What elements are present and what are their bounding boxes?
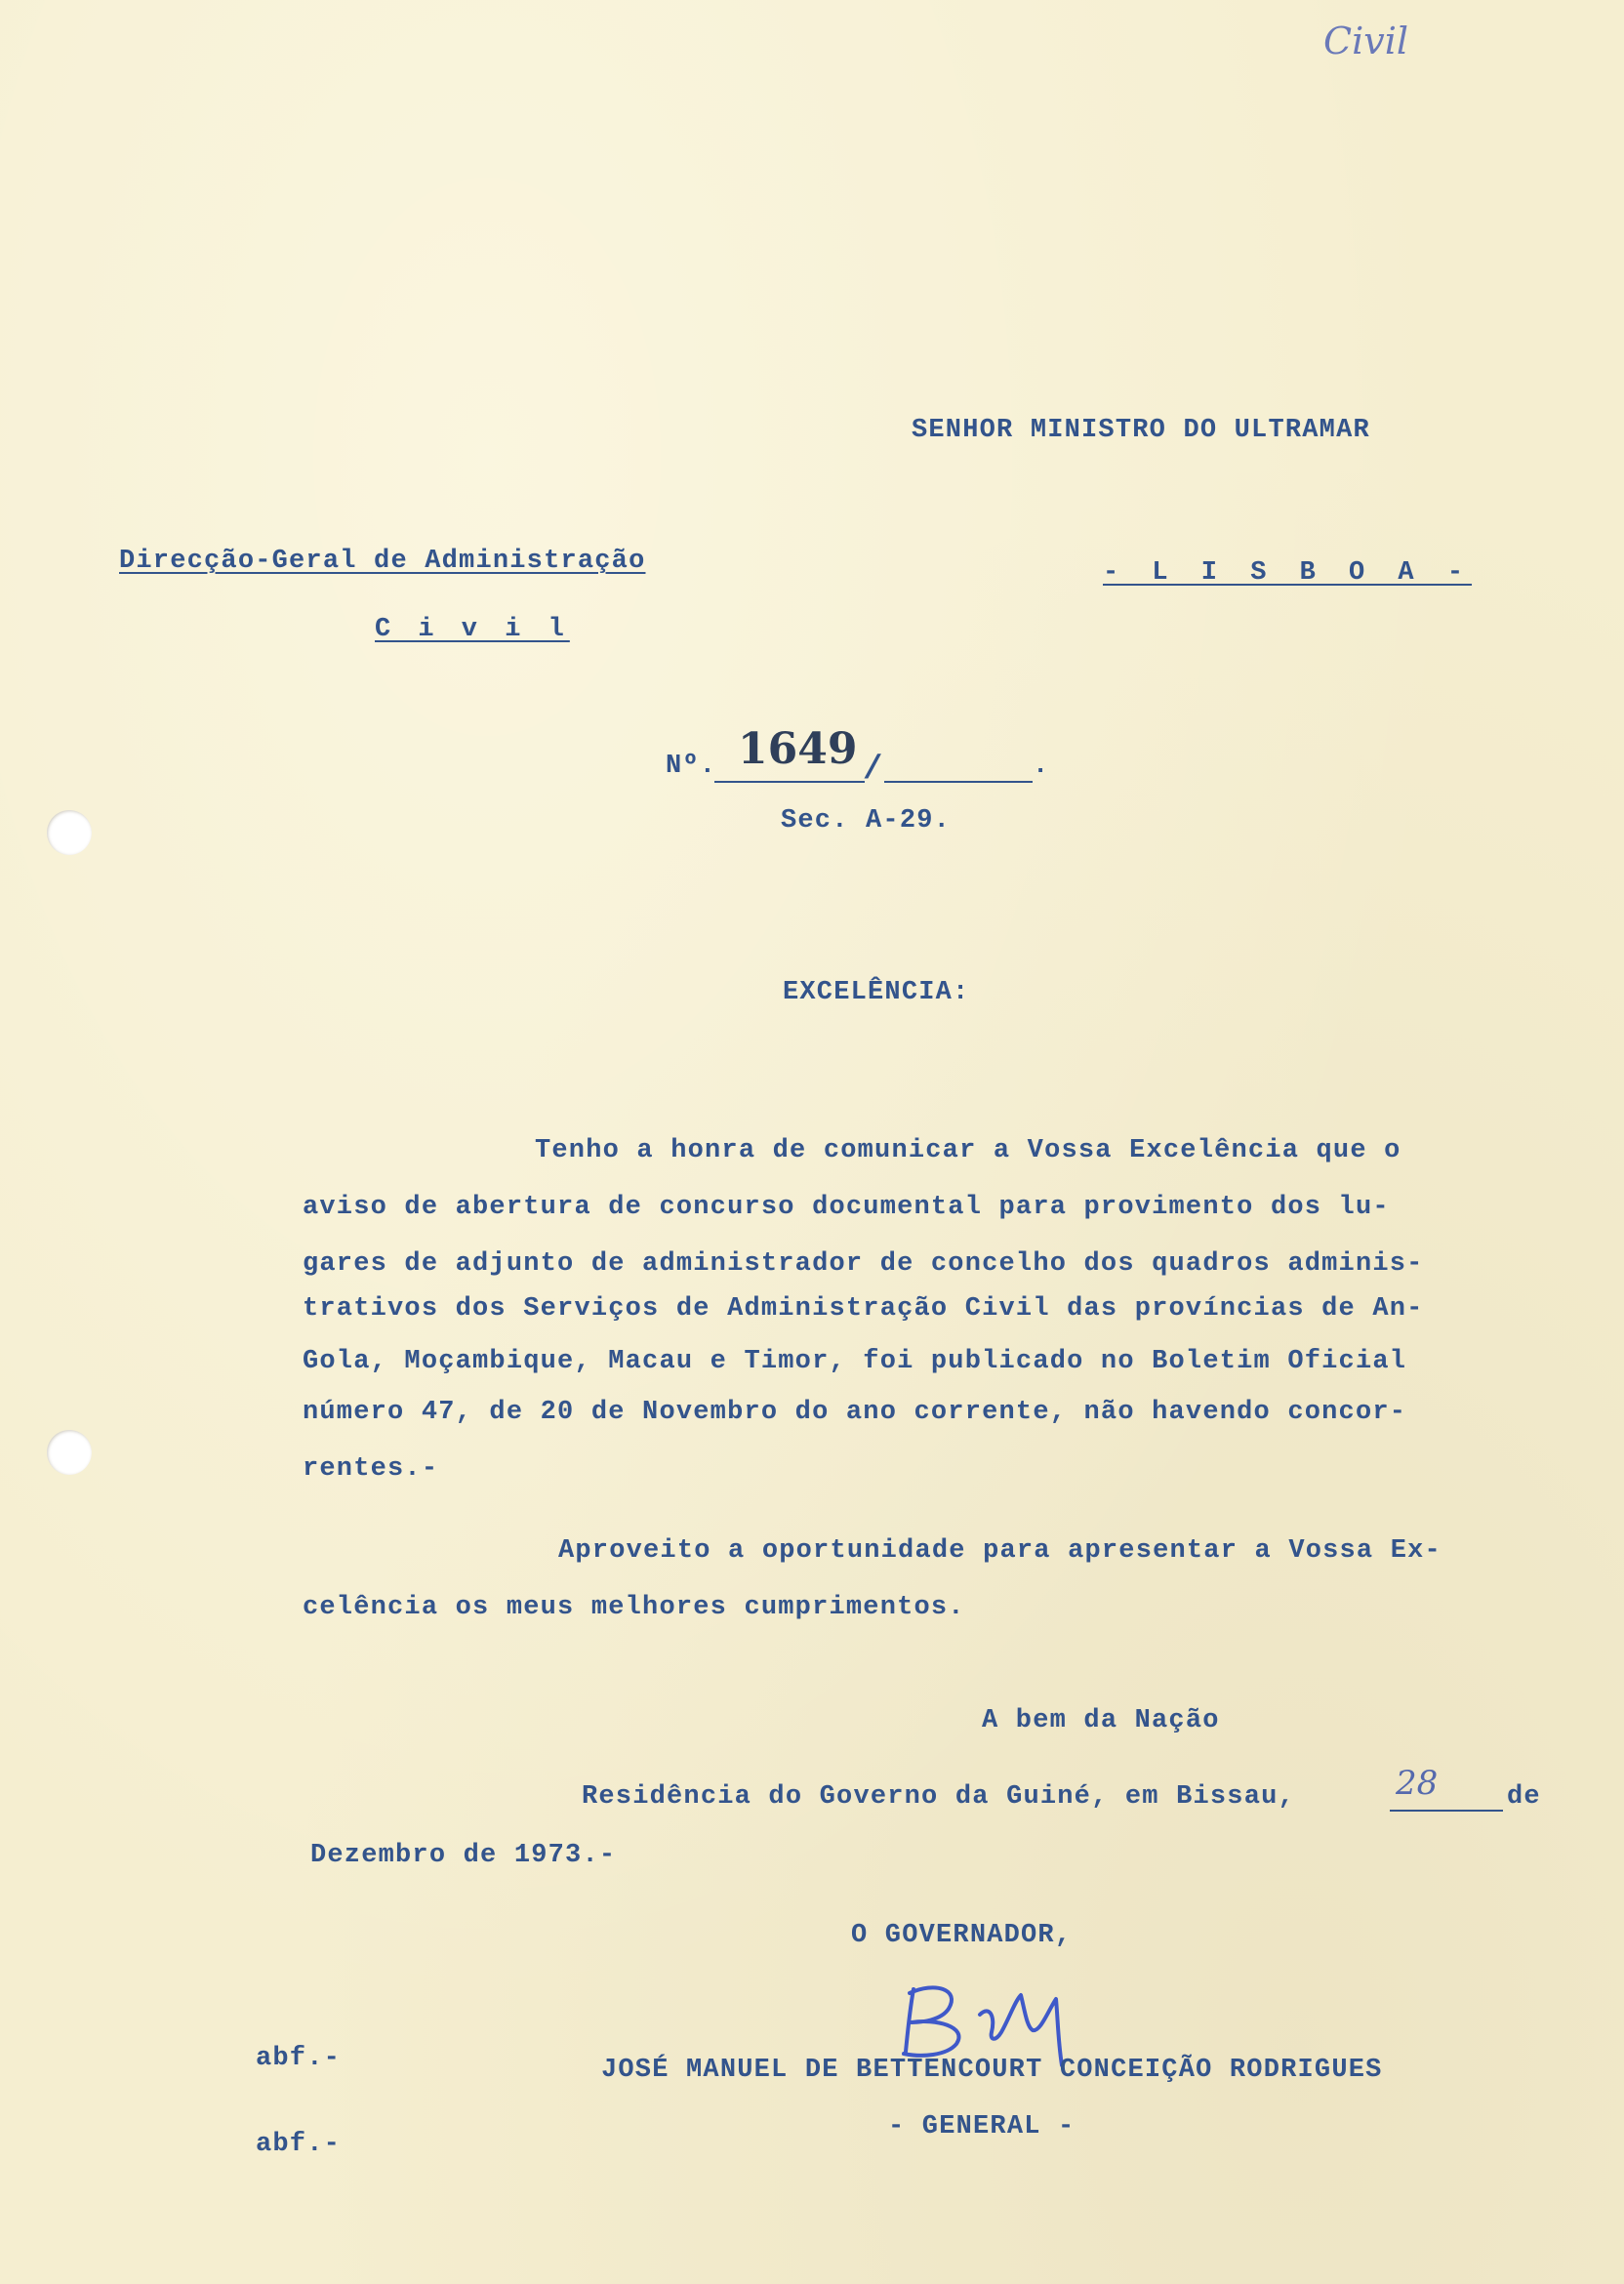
body-line: trativos dos Serviços de Administração Civil das províncias de An- bbox=[303, 1294, 1424, 1324]
closing-date-line2: Dezembro de 1973.- bbox=[310, 1841, 617, 1870]
reference-period: . bbox=[1033, 752, 1050, 781]
body-line: Aproveito a oportunidade para apresentar a Vossa Ex- bbox=[558, 1536, 1441, 1566]
body-line: Tenho a honra de comunicar a Vossa Excelência que o bbox=[535, 1136, 1401, 1165]
handwritten-signature bbox=[896, 1972, 1081, 2069]
reference-number: 1649 bbox=[738, 724, 858, 774]
body-line: aviso de abertura de concurso documental para provimento dos lu- bbox=[303, 1193, 1390, 1222]
closing-motto: A bem da Nação bbox=[982, 1706, 1220, 1735]
reference-blank bbox=[884, 781, 1033, 783]
body-line: celência os meus melhores cumprimentos. bbox=[303, 1593, 965, 1622]
body-line: número 47, de 20 de Novembro do ano corrente, não havendo concor- bbox=[303, 1398, 1407, 1427]
body-line: gares de adjunto de administrador de concelho dos quadros adminis- bbox=[303, 1249, 1424, 1279]
addressee-line: SENHOR MINISTRO DO ULTRAMAR bbox=[912, 416, 1370, 445]
initials-line: abf.- bbox=[256, 2130, 342, 2159]
punch-hole-bottom bbox=[47, 1430, 92, 1475]
margin-note: Civil bbox=[1323, 20, 1409, 62]
closing-de: de bbox=[1507, 1782, 1541, 1812]
signatory-name: JOSÉ MANUEL DE BETTENCOURT CONCEIÇÃO RODRIGUES bbox=[601, 2056, 1383, 2085]
initials-line: abf.- bbox=[256, 2044, 342, 2073]
department-line1: Direcção-Geral de Administração bbox=[119, 547, 646, 576]
body-line: Gola, Moçambique, Macau e Timor, foi publicado no Boletim Oficial bbox=[303, 1347, 1407, 1376]
closing-day: 28 bbox=[1396, 1764, 1439, 1803]
reference-prefix: Nº. bbox=[666, 752, 717, 781]
signatory-rank: - GENERAL - bbox=[888, 2112, 1076, 2141]
reference-slash: / bbox=[863, 752, 884, 789]
department-line2: C i v i l bbox=[375, 615, 570, 644]
punch-hole-top bbox=[47, 810, 92, 855]
closing-day-underline bbox=[1390, 1810, 1503, 1812]
body-line: rentes.- bbox=[303, 1454, 439, 1484]
salutation: EXCELÊNCIA: bbox=[783, 978, 970, 1007]
reference-number-underline bbox=[714, 781, 865, 783]
reference-section: Sec. A-29. bbox=[781, 806, 952, 836]
signature-title: O GOVERNADOR, bbox=[851, 1921, 1073, 1950]
closing-place-line: Residência do Governo da Guiné, em Bissau, bbox=[582, 1782, 1295, 1812]
addressee-city: - L I S B O A - bbox=[1103, 558, 1473, 588]
